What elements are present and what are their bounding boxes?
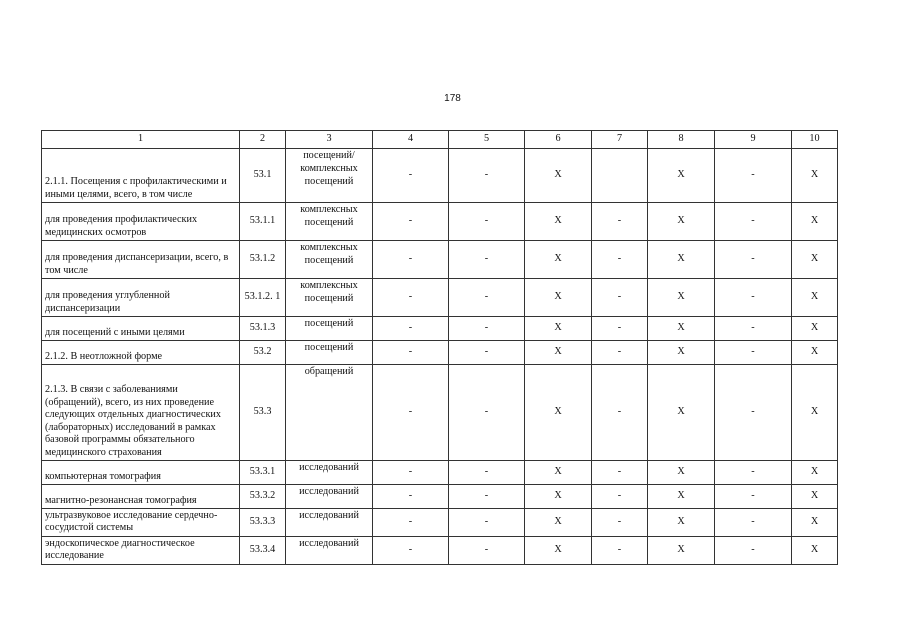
row-name-cell: для проведения профилактических медицинских осмотров bbox=[42, 203, 240, 241]
row-col5-cell: - bbox=[449, 241, 525, 279]
row-name-cell: 2.1.1. Посещения с профилактическими и иными целями, всего, в том числе bbox=[42, 149, 240, 203]
row-col8-cell: X bbox=[648, 536, 715, 564]
row-col10-cell: X bbox=[792, 485, 838, 509]
row-col7-cell bbox=[592, 149, 648, 203]
row-col7-cell: - bbox=[592, 203, 648, 241]
row-code-cell: 53.3.3 bbox=[240, 509, 286, 537]
row-col8-cell: X bbox=[648, 365, 715, 461]
row-col5-cell: - bbox=[449, 149, 525, 203]
row-col7-cell: - bbox=[592, 509, 648, 537]
table-row bbox=[42, 509, 838, 537]
row-col7-cell: - bbox=[592, 279, 648, 317]
row-col10-cell: X bbox=[792, 279, 838, 317]
table-row bbox=[42, 203, 838, 241]
column-header: 5 bbox=[449, 131, 525, 149]
row-col9-cell: - bbox=[715, 365, 792, 461]
row-unit-cell: посещений bbox=[286, 317, 373, 341]
column-header: 3 bbox=[286, 131, 373, 149]
table-row bbox=[42, 485, 838, 509]
row-col4-cell: - bbox=[373, 317, 449, 341]
row-unit-cell: посещений bbox=[286, 341, 373, 365]
row-unit-cell: комплексных посещений bbox=[286, 241, 373, 279]
row-col6-cell: X bbox=[525, 509, 592, 537]
row-col7-cell: - bbox=[592, 461, 648, 485]
row-col6-cell: X bbox=[525, 279, 592, 317]
row-col8-cell: X bbox=[648, 241, 715, 279]
row-code-cell: 53.1.2 bbox=[240, 241, 286, 279]
row-col9-cell: - bbox=[715, 461, 792, 485]
column-header: 9 bbox=[715, 131, 792, 149]
row-col4-cell: - bbox=[373, 341, 449, 365]
column-header: 10 bbox=[792, 131, 838, 149]
row-name-cell: компьютерная томография bbox=[42, 461, 240, 485]
row-col8-cell: X bbox=[648, 485, 715, 509]
row-col7-cell: - bbox=[592, 241, 648, 279]
row-code-cell: 53.3 bbox=[240, 365, 286, 461]
row-col8-cell: X bbox=[648, 149, 715, 203]
row-code-cell: 53.1.1 bbox=[240, 203, 286, 241]
row-col4-cell: - bbox=[373, 241, 449, 279]
row-code-cell: 53.3.2 bbox=[240, 485, 286, 509]
row-col10-cell: X bbox=[792, 536, 838, 564]
row-col8-cell: X bbox=[648, 341, 715, 365]
row-col5-cell: - bbox=[449, 509, 525, 537]
column-header: 8 bbox=[648, 131, 715, 149]
row-col6-cell: X bbox=[525, 485, 592, 509]
row-name-cell: эндоскопическое диагностическое исследование bbox=[42, 536, 240, 564]
row-unit-cell: комплексных посещений bbox=[286, 203, 373, 241]
row-col7-cell: - bbox=[592, 536, 648, 564]
row-col5-cell: - bbox=[449, 279, 525, 317]
row-name-cell: ультразвуковое исследование сердечно-сосудистой системы bbox=[42, 509, 240, 537]
row-unit-cell: исследований bbox=[286, 536, 373, 564]
row-col4-cell: - bbox=[373, 461, 449, 485]
row-col4-cell: - bbox=[373, 485, 449, 509]
row-col8-cell: X bbox=[648, 279, 715, 317]
row-col10-cell: X bbox=[792, 341, 838, 365]
header-row bbox=[42, 131, 838, 149]
row-col5-cell: - bbox=[449, 341, 525, 365]
row-col9-cell: - bbox=[715, 341, 792, 365]
row-col9-cell: - bbox=[715, 485, 792, 509]
row-col5-cell: - bbox=[449, 317, 525, 341]
row-col4-cell: - bbox=[373, 149, 449, 203]
row-unit-cell: исследований bbox=[286, 485, 373, 509]
data-table bbox=[41, 130, 838, 565]
row-col6-cell: X bbox=[525, 149, 592, 203]
row-name-cell: для проведения диспансеризации, всего, в том числе bbox=[42, 241, 240, 279]
row-code-cell: 53.1 bbox=[240, 149, 286, 203]
row-col4-cell: - bbox=[373, 509, 449, 537]
row-unit-cell: комплексных посещений bbox=[286, 279, 373, 317]
row-col10-cell: X bbox=[792, 509, 838, 537]
row-unit-cell: исследований bbox=[286, 461, 373, 485]
row-col9-cell: - bbox=[715, 241, 792, 279]
row-code-cell: 53.1.3 bbox=[240, 317, 286, 341]
row-col6-cell: X bbox=[525, 461, 592, 485]
row-col10-cell: X bbox=[792, 241, 838, 279]
table-row bbox=[42, 241, 838, 279]
row-col9-cell: - bbox=[715, 509, 792, 537]
row-col6-cell: X bbox=[525, 317, 592, 341]
row-col6-cell: X bbox=[525, 341, 592, 365]
row-col9-cell: - bbox=[715, 149, 792, 203]
row-col6-cell: X bbox=[525, 203, 592, 241]
row-unit-cell: исследований bbox=[286, 509, 373, 537]
column-header: 4 bbox=[373, 131, 449, 149]
row-col7-cell: - bbox=[592, 341, 648, 365]
row-name-cell: 2.1.2. В неотложной форме bbox=[42, 341, 240, 365]
row-col4-cell: - bbox=[373, 365, 449, 461]
row-col9-cell: - bbox=[715, 203, 792, 241]
column-header: 6 bbox=[525, 131, 592, 149]
row-col9-cell: - bbox=[715, 317, 792, 341]
table-row bbox=[42, 365, 838, 461]
row-code-cell: 53.3.1 bbox=[240, 461, 286, 485]
row-col8-cell: X bbox=[648, 461, 715, 485]
row-name-cell: 2.1.3. В связи с заболеваниями (обращений), всего, из них проведение следующих отдельных диагностических (лабораторных) исследований в рамках базовой программы обязательного медицинского страхования bbox=[42, 365, 240, 461]
row-col9-cell: - bbox=[715, 279, 792, 317]
row-col5-cell: - bbox=[449, 203, 525, 241]
column-header: 7 bbox=[592, 131, 648, 149]
row-unit-cell: посещений/ комплексных посещений bbox=[286, 149, 373, 203]
row-col5-cell: - bbox=[449, 365, 525, 461]
row-code-cell: 53.2 bbox=[240, 341, 286, 365]
table-row bbox=[42, 279, 838, 317]
table-row bbox=[42, 317, 838, 341]
row-col4-cell: - bbox=[373, 279, 449, 317]
page-number: 178 bbox=[444, 93, 461, 104]
row-col10-cell: X bbox=[792, 365, 838, 461]
row-col10-cell: X bbox=[792, 149, 838, 203]
row-col6-cell: X bbox=[525, 365, 592, 461]
row-col8-cell: X bbox=[648, 509, 715, 537]
row-col7-cell: - bbox=[592, 485, 648, 509]
column-header: 2 bbox=[240, 131, 286, 149]
row-code-cell: 53.1.2. 1 bbox=[240, 279, 286, 317]
row-name-cell: для посещений с иными целями bbox=[42, 317, 240, 341]
row-unit-cell: обращений bbox=[286, 365, 373, 461]
row-col10-cell: X bbox=[792, 203, 838, 241]
row-code-cell: 53.3.4 bbox=[240, 536, 286, 564]
row-col6-cell: X bbox=[525, 536, 592, 564]
row-name-cell: магнитно-резонансная томография bbox=[42, 485, 240, 509]
row-col10-cell: X bbox=[792, 461, 838, 485]
table-body bbox=[42, 131, 838, 565]
row-col6-cell: X bbox=[525, 241, 592, 279]
table-row bbox=[42, 461, 838, 485]
row-col8-cell: X bbox=[648, 203, 715, 241]
row-col4-cell: - bbox=[373, 203, 449, 241]
table-row bbox=[42, 149, 838, 203]
row-col9-cell: - bbox=[715, 536, 792, 564]
row-col7-cell: - bbox=[592, 365, 648, 461]
row-col5-cell: - bbox=[449, 536, 525, 564]
row-name-cell: для проведения углубленной диспансеризации bbox=[42, 279, 240, 317]
row-col10-cell: X bbox=[792, 317, 838, 341]
table-row bbox=[42, 341, 838, 365]
column-header: 1 bbox=[42, 131, 240, 149]
row-col7-cell: - bbox=[592, 317, 648, 341]
table-row bbox=[42, 536, 838, 564]
row-col4-cell: - bbox=[373, 536, 449, 564]
row-col5-cell: - bbox=[449, 461, 525, 485]
row-col5-cell: - bbox=[449, 485, 525, 509]
row-col8-cell: X bbox=[648, 317, 715, 341]
